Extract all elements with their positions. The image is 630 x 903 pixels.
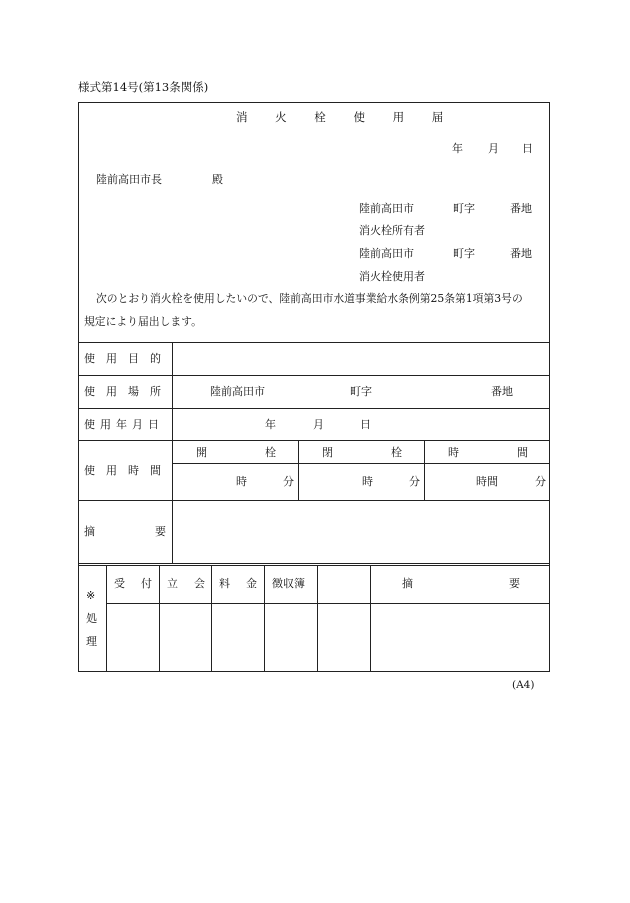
proc-col-reception-char-1: 受 bbox=[114, 577, 125, 590]
processing-label-2: 理 bbox=[86, 635, 97, 648]
proc-col-reception-char-2: 付 bbox=[141, 577, 152, 590]
user-city: 陸前高田市 bbox=[359, 247, 414, 260]
rule-time-top bbox=[78, 440, 550, 441]
rule-proc-col-3 bbox=[264, 565, 265, 672]
rule-time-col-2 bbox=[424, 440, 425, 500]
time-header-close-char-1: 閉 bbox=[322, 446, 333, 459]
label-remarks bbox=[84, 526, 166, 537]
statement-line-1: 次のとおり消火栓を使用したいので、陸前高田市水道事業給水条例第25条第1項第3号の bbox=[96, 292, 523, 305]
rule-purpose-top bbox=[78, 342, 550, 343]
statement-line-2: 規定により届出します。 bbox=[84, 315, 202, 328]
user-lot: 番地 bbox=[510, 247, 532, 260]
time-header-open-char-2: 栓 bbox=[265, 446, 276, 459]
proc-col-witness bbox=[167, 578, 205, 589]
place-town: 町字 bbox=[350, 385, 372, 398]
rule-proc-col-4 bbox=[317, 565, 318, 672]
time-header-duration-char-1: 時 bbox=[448, 446, 459, 459]
rule-date-top bbox=[78, 408, 550, 409]
label-place: 使用場所 bbox=[84, 385, 172, 398]
duration-minute-unit: 分 bbox=[535, 475, 546, 488]
addressee-mayor: 陸前高田市長 bbox=[96, 173, 162, 186]
proc-col-fee-char-1: 料 bbox=[219, 577, 230, 590]
rule-processing-top bbox=[78, 563, 550, 566]
rule-place-top bbox=[78, 375, 550, 376]
date-year: 年 bbox=[452, 142, 463, 155]
place-city: 陸前高田市 bbox=[210, 385, 265, 398]
addressee-honorific: 殿 bbox=[212, 173, 223, 186]
open-minute-unit: 分 bbox=[283, 475, 294, 488]
proc-col-remarks bbox=[402, 578, 520, 589]
rule-proc-col-5 bbox=[370, 565, 371, 672]
proc-col-witness-char-1: 立 bbox=[167, 577, 178, 590]
rule-proc-col-1 bbox=[159, 565, 160, 672]
rule-remarks-top bbox=[78, 500, 550, 501]
paper-size: (A4) bbox=[512, 679, 535, 691]
date-month: 月 bbox=[488, 142, 499, 155]
time-header-close bbox=[322, 447, 402, 458]
proc-col-reception bbox=[114, 578, 152, 589]
owner-lot: 番地 bbox=[510, 202, 532, 215]
label-purpose: 使用目的 bbox=[84, 352, 172, 365]
owner-role: 消火栓所有者 bbox=[359, 224, 425, 237]
open-hour-unit: 時 bbox=[236, 475, 247, 488]
proc-col-remarks-char-2: 要 bbox=[509, 577, 520, 590]
rule-time-mid bbox=[172, 463, 550, 464]
label-time: 使用時間 bbox=[84, 464, 172, 477]
label-date: 使用年月日 bbox=[84, 418, 164, 431]
use-date-day: 日 bbox=[360, 418, 371, 431]
date-day: 日 bbox=[522, 142, 533, 155]
rule-proc-col-2 bbox=[211, 565, 212, 672]
duration-hours-unit: 時間 bbox=[476, 475, 498, 488]
user-role: 消火栓使用者 bbox=[359, 270, 425, 283]
use-date-year: 年 bbox=[265, 418, 276, 431]
proc-col-fee-char-2: 金 bbox=[246, 577, 257, 590]
close-hour-unit: 時 bbox=[362, 475, 373, 488]
use-date-month: 月 bbox=[313, 418, 324, 431]
rule-proc-col-0 bbox=[106, 565, 107, 672]
label-remarks-char-2: 要 bbox=[155, 525, 166, 538]
form-number: 様式第14号(第13条関係) bbox=[78, 80, 209, 94]
proc-col-collection-book: 徴収簿 bbox=[272, 577, 305, 590]
time-header-duration-char-2: 間 bbox=[517, 446, 528, 459]
close-minute-unit: 分 bbox=[409, 475, 420, 488]
processing-mark: ※ bbox=[86, 589, 96, 602]
place-lot: 番地 bbox=[491, 385, 513, 398]
rule-time-col-1 bbox=[298, 440, 299, 500]
rule-label-column bbox=[172, 342, 173, 564]
proc-col-fee bbox=[219, 578, 257, 589]
time-header-open-char-1: 開 bbox=[196, 446, 207, 459]
proc-col-witness-char-2: 会 bbox=[194, 577, 205, 590]
time-header-open bbox=[196, 447, 276, 458]
time-header-close-char-2: 栓 bbox=[391, 446, 402, 459]
label-remarks-char-1: 摘 bbox=[84, 525, 95, 538]
proc-col-remarks-char-1: 摘 bbox=[402, 577, 413, 590]
processing-label-1: 処 bbox=[86, 612, 97, 625]
owner-town: 町字 bbox=[453, 202, 475, 215]
time-header-duration bbox=[448, 447, 528, 458]
owner-city: 陸前高田市 bbox=[359, 202, 414, 215]
user-town: 町字 bbox=[453, 247, 475, 260]
form-title: 消 火 栓 使 用 届 bbox=[236, 110, 456, 124]
rule-processing-header bbox=[106, 603, 550, 604]
